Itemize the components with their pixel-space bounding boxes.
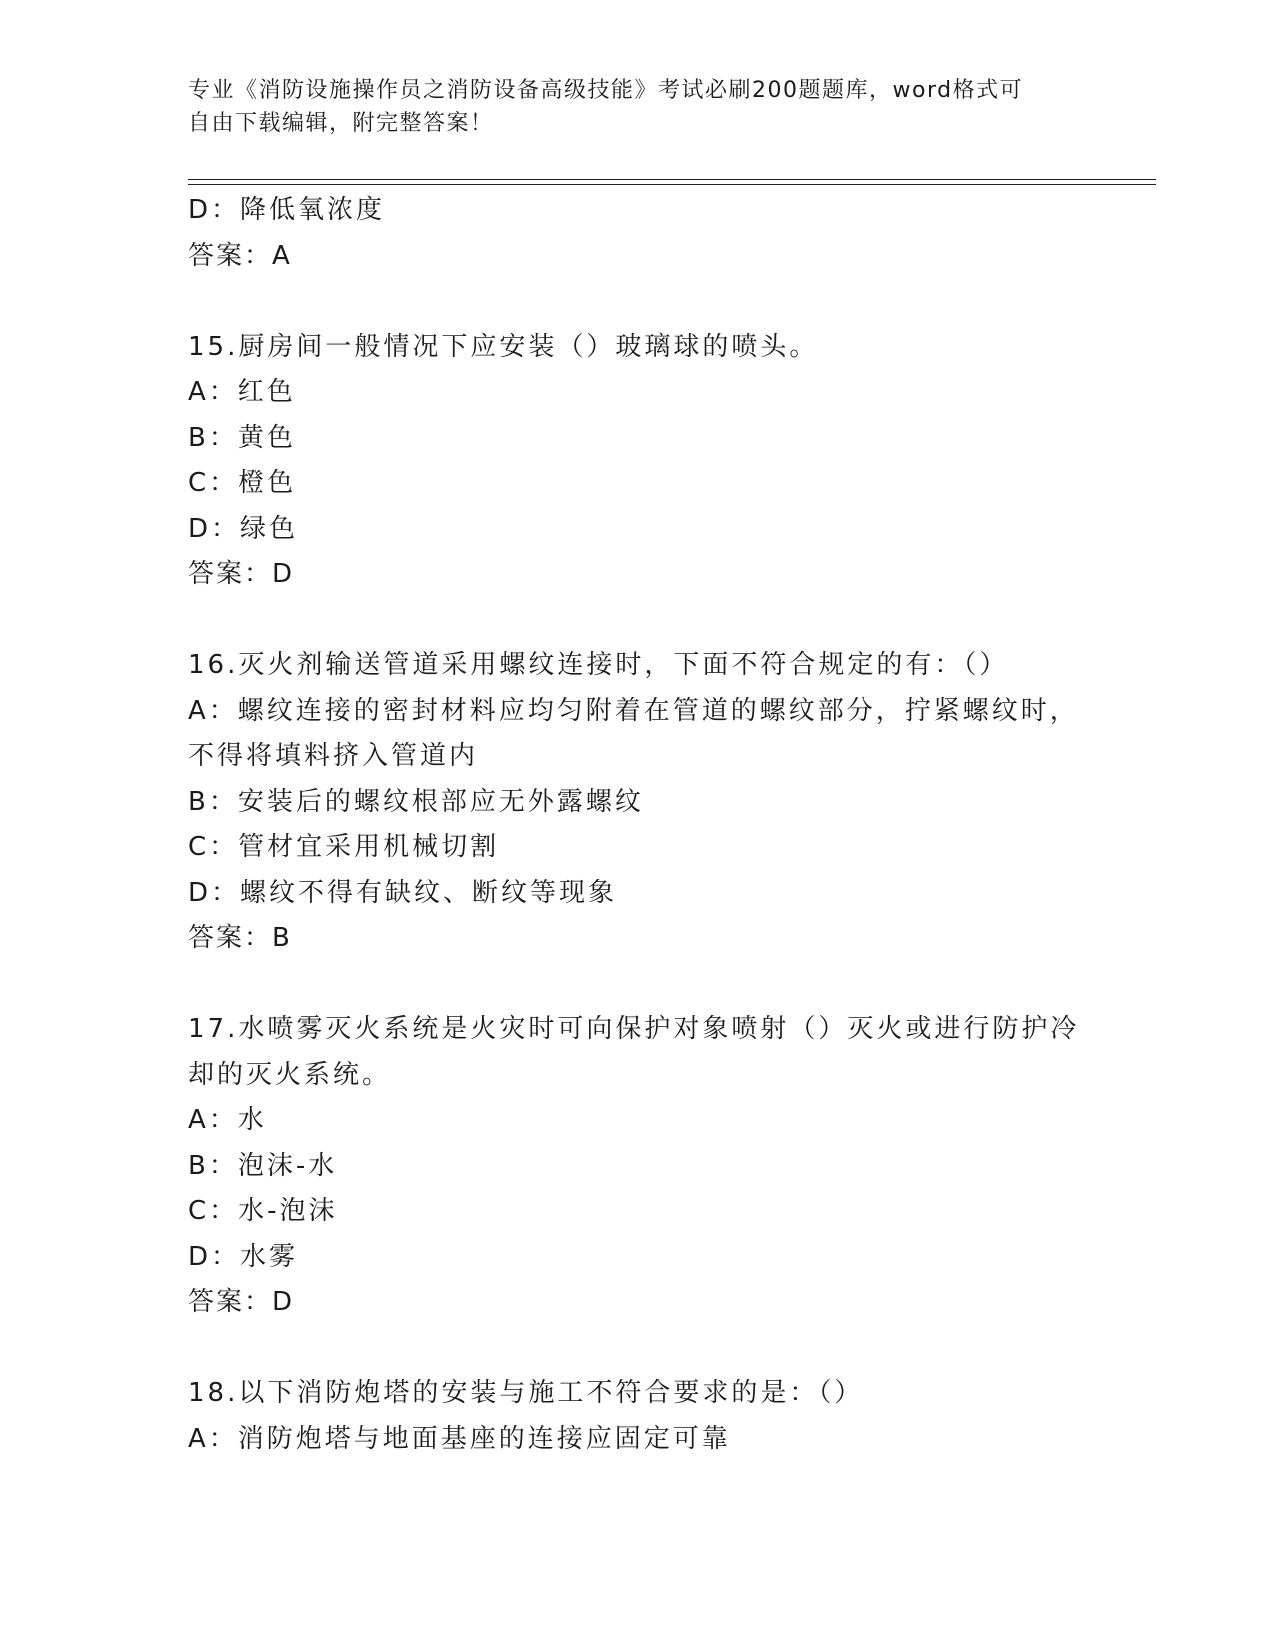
question-17-stem-continued: 却的灭火系统。: [188, 1059, 392, 1090]
prev-answer: 答案：A: [188, 240, 292, 271]
document-body: [188, 188, 1088, 1462]
question-16-option-d: D：螺纹不得有缺纹、断纹等现象: [188, 877, 618, 908]
spacer: [188, 1326, 1088, 1372]
document-header: [188, 74, 1088, 140]
question-17-option-c: C：水-泡沫: [188, 1196, 338, 1226]
question-16-stem: 16.灭火剂输送管道采用螺纹连接时，下面不符合规定的有：（）: [188, 650, 1009, 680]
question-16-option-c: C：管材宜采用机械切割: [188, 832, 500, 862]
question-18-stem: 18.以下消防炮塔的安装与施工不符合要求的是：（）: [188, 1378, 864, 1408]
question-15-option-b: B：黄色: [188, 422, 296, 453]
question-17-answer: 答案：D: [188, 1287, 295, 1317]
question-15-option-d: D：绿色: [188, 513, 299, 544]
question-16-option-a-continued: 不得将填料挤入管道内: [188, 741, 479, 771]
question-15-answer: 答案：D: [188, 559, 295, 589]
question-15-option-a: A：红色: [188, 377, 296, 407]
spacer: [188, 279, 1088, 325]
question-16-answer: 答案：B: [188, 923, 292, 953]
question-17-stem: 17.水喷雾灭火系统是火灾时可向保护对象喷射（）灭火或进行防护冷: [188, 1014, 1080, 1044]
question-15-option-c: C：橙色: [188, 468, 297, 498]
header-rule-bottom: [188, 184, 1156, 185]
question-17-option-b: B：泡沫-水: [188, 1150, 338, 1181]
spacer: [188, 962, 1088, 1008]
question-17-option-a: A：水: [188, 1105, 267, 1135]
question-17-option-d: D：水雾: [188, 1241, 299, 1272]
header-line-2: 自由下载编辑，附完整答案！: [188, 111, 494, 136]
header-rule-top: [188, 179, 1156, 180]
prev-option-d: D：降低氧浓度: [188, 195, 386, 225]
header-line-1: 专业《消防设施操作员之消防设备高级技能》考试必刷200题题库，word格式可: [188, 78, 1024, 103]
question-16-option-b: B：安装后的螺纹根部应无外露螺纹: [188, 786, 644, 817]
question-18-option-a: A：消防炮塔与地面基座的连接应固定可靠: [188, 1423, 731, 1454]
question-16-option-a: A：螺纹连接的密封材料应均匀附着在管道的螺纹部分，拧紧螺纹时，: [188, 695, 1079, 726]
question-15-stem: 15.厨房间一般情况下应安装（）玻璃球的喷头。: [188, 331, 819, 362]
spacer: [188, 598, 1088, 644]
